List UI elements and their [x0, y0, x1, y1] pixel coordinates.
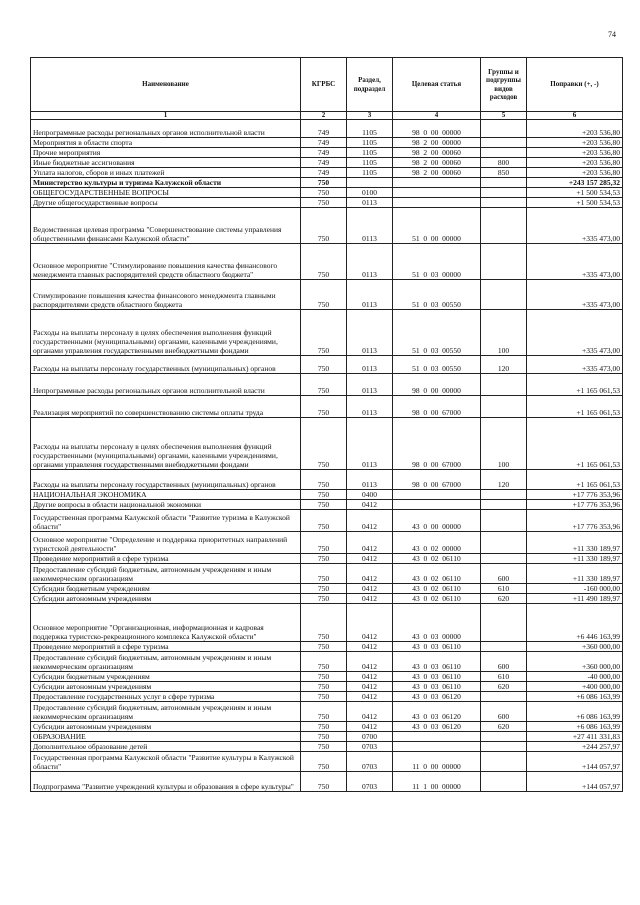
- column-number-row: [31, 112, 623, 120]
- row-expense-type-cell: 600: [481, 564, 527, 584]
- row-kgrbs-cell: 750: [301, 742, 347, 752]
- row-kgrbs-cell: 750: [301, 564, 347, 584]
- row-name-cell: Основное мероприятие "Стимулирование повышения качества финансового менеджмента главных распорядителей средств областного бюджета": [31, 244, 301, 280]
- row-target-article-cell: 43 0 03 06110: [393, 652, 481, 672]
- row-kgrbs-cell: 750: [301, 532, 347, 554]
- row-expense-type-cell: 100: [481, 310, 527, 356]
- row-amount-cell: +360 000,00: [527, 652, 623, 672]
- row-name-cell: НАЦИОНАЛЬНАЯ ЭКОНОМИКА: [31, 490, 301, 500]
- row-name-cell: Субсидии автономным учреждениям: [31, 722, 301, 732]
- row-kgrbs-cell: 750: [301, 188, 347, 198]
- row-amount-cell: +203 536,80: [527, 158, 623, 168]
- table-row: [31, 280, 623, 310]
- row-name-cell: Подпрограмма "Развитие учреждений культуры и образования в сфере культуры": [31, 772, 301, 792]
- table-row: [31, 500, 623, 510]
- row-razdel-cell: 0412: [347, 564, 393, 584]
- table-row: [31, 564, 623, 584]
- row-target-article-cell: 98 0 00 67000: [393, 418, 481, 470]
- header-kgrbs: КГРБС: [301, 58, 347, 112]
- row-expense-type-cell: [481, 148, 527, 158]
- row-target-article-cell: 43 0 02 06110: [393, 564, 481, 584]
- table-row: [31, 702, 623, 722]
- row-target-article-cell: 98 0 00 00000: [393, 374, 481, 396]
- row-target-article-cell: 98 0 00 00000: [393, 120, 481, 138]
- row-amount-cell: -40 000,00: [527, 672, 623, 682]
- row-razdel-cell: 0113: [347, 208, 393, 244]
- row-name-cell: Проведение мероприятий в сфере туризма: [31, 554, 301, 564]
- row-amount-cell: +335 473,00: [527, 310, 623, 356]
- row-name-cell: Непрограммные расходы региональных органов исполнительной власти: [31, 120, 301, 138]
- row-razdel-cell: 0113: [347, 310, 393, 356]
- row-razdel-cell: 0400: [347, 490, 393, 500]
- row-kgrbs-cell: 749: [301, 148, 347, 158]
- row-target-article-cell: 51 0 03 00550: [393, 310, 481, 356]
- row-amount-cell: +335 473,00: [527, 208, 623, 244]
- table-row: [31, 510, 623, 532]
- row-name-cell: Субсидии бюджетным учреждениям: [31, 584, 301, 594]
- table-row: [31, 722, 623, 732]
- row-razdel-cell: 1105: [347, 138, 393, 148]
- row-razdel-cell: 1105: [347, 168, 393, 178]
- row-expense-type-cell: [481, 178, 527, 188]
- row-name-cell: Субсидии автономным учреждениям: [31, 594, 301, 604]
- row-kgrbs-cell: 750: [301, 510, 347, 532]
- row-target-article-cell: 51 0 00 00000: [393, 208, 481, 244]
- header-target-article: Целевая статья: [393, 58, 481, 112]
- row-name-cell: Расходы на выплаты персоналу государственных (муниципальных) органов: [31, 470, 301, 490]
- row-expense-type-cell: 620: [481, 682, 527, 692]
- table-row: [31, 178, 623, 188]
- row-kgrbs-cell: 750: [301, 374, 347, 396]
- table-row: [31, 418, 623, 470]
- row-name-cell: Расходы на выплаты персоналу в целях обеспечения выполнения функций государственными (муниципальными) органами, казенными учреждениями, органами управления государственными внебюджетными фондами: [31, 310, 301, 356]
- row-expense-type-cell: 610: [481, 672, 527, 682]
- row-expense-type-cell: [481, 732, 527, 742]
- row-target-article-cell: 43 0 02 06110: [393, 594, 481, 604]
- row-amount-cell: +17 776 353,96: [527, 510, 623, 532]
- row-target-article-cell: 51 0 03 00550: [393, 280, 481, 310]
- table-row: [31, 532, 623, 554]
- row-expense-type-cell: 100: [481, 418, 527, 470]
- row-amount-cell: +27 411 331,83: [527, 732, 623, 742]
- row-razdel-cell: 0412: [347, 554, 393, 564]
- row-amount-cell: +1 500 534,53: [527, 188, 623, 198]
- row-amount-cell: +6 086 163,99: [527, 722, 623, 732]
- row-amount-cell: +360 000,00: [527, 642, 623, 652]
- row-amount-cell: +1 165 061,53: [527, 374, 623, 396]
- table-row: [31, 692, 623, 702]
- row-target-article-cell: 98 0 00 67000: [393, 396, 481, 418]
- row-razdel-cell: 0113: [347, 280, 393, 310]
- row-amount-cell: +6 446 163,99: [527, 604, 623, 642]
- row-kgrbs-cell: 750: [301, 642, 347, 652]
- row-kgrbs-cell: 750: [301, 244, 347, 280]
- row-amount-cell: +11 330 189,97: [527, 564, 623, 584]
- table-row: [31, 310, 623, 356]
- row-amount-cell: +11 330 189,97: [527, 554, 623, 564]
- row-razdel-cell: 0113: [347, 418, 393, 470]
- row-target-article-cell: 11 0 00 00000: [393, 752, 481, 772]
- row-razdel-cell: [347, 178, 393, 188]
- row-target-article-cell: [393, 198, 481, 208]
- table-row: [31, 742, 623, 752]
- row-amount-cell: +400 000,00: [527, 682, 623, 692]
- row-kgrbs-cell: 750: [301, 702, 347, 722]
- row-razdel-cell: 1105: [347, 120, 393, 138]
- row-razdel-cell: 0703: [347, 752, 393, 772]
- row-name-cell: Уплата налогов, сборов и иных платежей: [31, 168, 301, 178]
- row-razdel-cell: 0412: [347, 584, 393, 594]
- column-number: 3: [347, 112, 393, 120]
- row-expense-type-cell: [481, 374, 527, 396]
- row-name-cell: Предоставление субсидий бюджетным, автономным учреждениям и иным некоммерческим организациям: [31, 702, 301, 722]
- table-row: [31, 356, 623, 374]
- row-kgrbs-cell: 749: [301, 120, 347, 138]
- row-expense-type-cell: [481, 692, 527, 702]
- table-row: [31, 138, 623, 148]
- row-amount-cell: +203 536,80: [527, 138, 623, 148]
- row-target-article-cell: 98 0 00 67000: [393, 470, 481, 490]
- row-razdel-cell: 0703: [347, 772, 393, 792]
- row-expense-type-cell: [481, 490, 527, 500]
- row-razdel-cell: 0412: [347, 722, 393, 732]
- row-kgrbs-cell: 750: [301, 280, 347, 310]
- row-name-cell: Непрограммные расходы региональных органов исполнительной власти: [31, 374, 301, 396]
- page-number: 74: [608, 30, 616, 39]
- row-target-article-cell: 43 0 03 06120: [393, 692, 481, 702]
- row-name-cell: Субсидии бюджетным учреждениям: [31, 672, 301, 682]
- row-target-article-cell: 43 0 02 00000: [393, 532, 481, 554]
- row-name-cell: Субсидии автономным учреждениям: [31, 682, 301, 692]
- row-name-cell: Прочие мероприятия: [31, 148, 301, 158]
- row-amount-cell: +335 473,00: [527, 244, 623, 280]
- row-name-cell: Основное мероприятие "Организационная, информационная и кадровая поддержка туристско-рекреационного комплекса Калужской области": [31, 604, 301, 642]
- row-expense-type-cell: [481, 138, 527, 148]
- column-number: 1: [31, 112, 301, 120]
- row-kgrbs-cell: 750: [301, 772, 347, 792]
- row-target-article-cell: 98 2 00 00000: [393, 138, 481, 148]
- row-expense-type-cell: 600: [481, 652, 527, 672]
- row-razdel-cell: 0412: [347, 682, 393, 692]
- row-kgrbs-cell: 750: [301, 198, 347, 208]
- row-expense-type-cell: [481, 120, 527, 138]
- row-expense-type-cell: 610: [481, 584, 527, 594]
- row-amount-cell: +203 536,80: [527, 168, 623, 178]
- row-target-article-cell: [393, 178, 481, 188]
- row-target-article-cell: 43 0 00 00000: [393, 510, 481, 532]
- row-amount-cell: +1 500 534,53: [527, 198, 623, 208]
- row-amount-cell: +203 536,80: [527, 148, 623, 158]
- table-row: [31, 198, 623, 208]
- row-kgrbs-cell: 750: [301, 732, 347, 742]
- budget-amendments-table: [30, 57, 623, 792]
- row-expense-type-cell: [481, 510, 527, 532]
- row-target-article-cell: 43 0 03 06120: [393, 702, 481, 722]
- row-target-article-cell: [393, 500, 481, 510]
- row-name-cell: Дополнительное образование детей: [31, 742, 301, 752]
- row-kgrbs-cell: 750: [301, 682, 347, 692]
- row-name-cell: Другие общегосударственные вопросы: [31, 198, 301, 208]
- row-kgrbs-cell: 750: [301, 396, 347, 418]
- row-target-article-cell: [393, 188, 481, 198]
- row-target-article-cell: 11 1 00 00000: [393, 772, 481, 792]
- row-razdel-cell: 0412: [347, 672, 393, 682]
- row-expense-type-cell: [481, 642, 527, 652]
- row-name-cell: ОБРАЗОВАНИЕ: [31, 732, 301, 742]
- row-kgrbs-cell: 750: [301, 470, 347, 490]
- row-target-article-cell: [393, 742, 481, 752]
- row-razdel-cell: 0412: [347, 702, 393, 722]
- row-target-article-cell: 43 0 03 06110: [393, 642, 481, 652]
- row-name-cell: Стимулирование повышения качества финансового менеджмента главными распорядителями средств областного бюджета: [31, 280, 301, 310]
- row-kgrbs-cell: 750: [301, 692, 347, 702]
- row-kgrbs-cell: 750: [301, 418, 347, 470]
- row-razdel-cell: 0412: [347, 604, 393, 642]
- row-razdel-cell: 0412: [347, 500, 393, 510]
- row-razdel-cell: 1105: [347, 158, 393, 168]
- row-expense-type-cell: [481, 500, 527, 510]
- table-row: [31, 470, 623, 490]
- row-name-cell: Предоставление государственных услуг в сфере туризма: [31, 692, 301, 702]
- column-number: 2: [301, 112, 347, 120]
- row-expense-type-cell: [481, 532, 527, 554]
- table-row: [31, 158, 623, 168]
- row-kgrbs-cell: 749: [301, 158, 347, 168]
- row-expense-type-cell: [481, 198, 527, 208]
- row-kgrbs-cell: 750: [301, 594, 347, 604]
- column-number: 6: [527, 112, 623, 120]
- row-name-cell: Министерство культуры и туризма Калужской области: [31, 178, 301, 188]
- table-row: [31, 604, 623, 642]
- row-target-article-cell: 98 2 00 00060: [393, 158, 481, 168]
- column-number: 4: [393, 112, 481, 120]
- row-kgrbs-cell: 749: [301, 168, 347, 178]
- row-target-article-cell: 43 0 03 06120: [393, 722, 481, 732]
- row-kgrbs-cell: 750: [301, 310, 347, 356]
- row-kgrbs-cell: 750: [301, 604, 347, 642]
- row-expense-type-cell: [481, 396, 527, 418]
- table-row: [31, 244, 623, 280]
- row-razdel-cell: 0412: [347, 594, 393, 604]
- row-target-article-cell: [393, 732, 481, 742]
- row-amount-cell: +144 057,97: [527, 772, 623, 792]
- row-amount-cell: +1 165 061,53: [527, 470, 623, 490]
- row-name-cell: Другие вопросы в области национальной экономики: [31, 500, 301, 510]
- table-row: [31, 188, 623, 198]
- row-expense-type-cell: 800: [481, 158, 527, 168]
- row-amount-cell: +17 776 353,96: [527, 490, 623, 500]
- row-amount-cell: +11 330 189,97: [527, 532, 623, 554]
- row-name-cell: Предоставление субсидий бюджетным, автономным учреждениям и иным некоммерческим организациям: [31, 652, 301, 672]
- table-row: [31, 672, 623, 682]
- table-row: [31, 594, 623, 604]
- row-expense-type-cell: [481, 742, 527, 752]
- row-expense-type-cell: [481, 604, 527, 642]
- table-row: [31, 752, 623, 772]
- row-amount-cell: +6 086 163,99: [527, 702, 623, 722]
- table-row: [31, 772, 623, 792]
- header-razdel: Раздел, подраздел: [347, 58, 393, 112]
- table-row: [31, 148, 623, 158]
- row-name-cell: Иные бюджетные ассигнования: [31, 158, 301, 168]
- header-expense-type: Группы и подгруппы видов расходов: [481, 58, 527, 112]
- row-kgrbs-cell: 750: [301, 356, 347, 374]
- row-target-article-cell: [393, 490, 481, 500]
- row-kgrbs-cell: 749: [301, 138, 347, 148]
- row-razdel-cell: 0113: [347, 356, 393, 374]
- row-name-cell: Государственная программа Калужской области "Развитие туризма в Калужской области": [31, 510, 301, 532]
- row-target-article-cell: 43 0 02 06110: [393, 554, 481, 564]
- row-expense-type-cell: [481, 244, 527, 280]
- row-target-article-cell: 43 0 03 06110: [393, 672, 481, 682]
- row-expense-type-cell: 850: [481, 168, 527, 178]
- row-expense-type-cell: 120: [481, 356, 527, 374]
- row-name-cell: Расходы на выплаты персоналу в целях обеспечения выполнения функций государственными (муниципальными) органами, казенными учреждениями, органами управления государственными внебюджетными фондами: [31, 418, 301, 470]
- row-kgrbs-cell: 750: [301, 722, 347, 732]
- column-number: 5: [481, 112, 527, 120]
- row-expense-type-cell: [481, 554, 527, 564]
- row-amount-cell: +144 057,97: [527, 752, 623, 772]
- table-row: [31, 584, 623, 594]
- row-kgrbs-cell: 750: [301, 500, 347, 510]
- row-kgrbs-cell: 750: [301, 208, 347, 244]
- row-amount-cell: +243 157 285,32: [527, 178, 623, 188]
- row-razdel-cell: 0700: [347, 732, 393, 742]
- row-name-cell: Предоставление субсидий бюджетным, автономным учреждениям и иным некоммерческим организациям: [31, 564, 301, 584]
- row-target-article-cell: 43 0 03 06110: [393, 682, 481, 692]
- row-razdel-cell: 0412: [347, 652, 393, 672]
- row-razdel-cell: 0113: [347, 374, 393, 396]
- table-row: [31, 554, 623, 564]
- row-razdel-cell: 0113: [347, 244, 393, 280]
- table-row: [31, 120, 623, 138]
- row-razdel-cell: 0412: [347, 510, 393, 532]
- row-razdel-cell: 0100: [347, 188, 393, 198]
- row-target-article-cell: 43 0 03 00000: [393, 604, 481, 642]
- row-name-cell: Расходы на выплаты персоналу государственных (муниципальных) органов: [31, 356, 301, 374]
- row-razdel-cell: 0412: [347, 532, 393, 554]
- row-kgrbs-cell: 750: [301, 490, 347, 500]
- row-kgrbs-cell: 750: [301, 178, 347, 188]
- row-target-article-cell: 51 0 03 00000: [393, 244, 481, 280]
- row-name-cell: Основное мероприятие "Определение и поддержка приоритетных направлений туристской деятельности": [31, 532, 301, 554]
- row-name-cell: Мероприятия в области спорта: [31, 138, 301, 148]
- row-amount-cell: +1 165 061,53: [527, 418, 623, 470]
- row-target-article-cell: 43 0 02 06110: [393, 584, 481, 594]
- row-razdel-cell: 0412: [347, 642, 393, 652]
- table-row: [31, 490, 623, 500]
- row-expense-type-cell: [481, 188, 527, 198]
- row-target-article-cell: 98 2 00 00060: [393, 148, 481, 158]
- table-row: [31, 396, 623, 418]
- row-kgrbs-cell: 750: [301, 652, 347, 672]
- row-amount-cell: +11 490 189,97: [527, 594, 623, 604]
- row-expense-type-cell: [481, 280, 527, 310]
- row-amount-cell: +17 776 353,96: [527, 500, 623, 510]
- table-row: [31, 652, 623, 672]
- table-row: [31, 208, 623, 244]
- row-razdel-cell: 0113: [347, 470, 393, 490]
- header-amendments: Поправки (+, -): [527, 58, 623, 112]
- row-amount-cell: +6 086 163,99: [527, 692, 623, 702]
- row-name-cell: Ведомственная целевая программа "Совершенствование системы управления общественными финансами Калужской области": [31, 208, 301, 244]
- row-amount-cell: +203 536,80: [527, 120, 623, 138]
- row-target-article-cell: 98 2 00 00060: [393, 168, 481, 178]
- row-kgrbs-cell: 750: [301, 672, 347, 682]
- row-expense-type-cell: [481, 772, 527, 792]
- row-kgrbs-cell: 750: [301, 554, 347, 564]
- row-expense-type-cell: [481, 752, 527, 772]
- table-row: [31, 168, 623, 178]
- row-razdel-cell: 0113: [347, 396, 393, 418]
- row-target-article-cell: 51 0 03 00550: [393, 356, 481, 374]
- table-row: [31, 732, 623, 742]
- row-name-cell: ОБЩЕГОСУДАРСТВЕННЫЕ ВОПРОСЫ: [31, 188, 301, 198]
- row-expense-type-cell: 600: [481, 702, 527, 722]
- row-expense-type-cell: 620: [481, 594, 527, 604]
- table-body: [31, 120, 623, 792]
- row-name-cell: Реализация мероприятий по совершенствованию системы оплаты труда: [31, 396, 301, 418]
- row-expense-type-cell: 620: [481, 722, 527, 732]
- header-name: Наименование: [31, 58, 301, 112]
- row-amount-cell: +335 473,00: [527, 280, 623, 310]
- row-name-cell: Государственная программа Калужской области "Развитие культуры в Калужской области": [31, 752, 301, 772]
- table-row: [31, 642, 623, 652]
- row-razdel-cell: 0703: [347, 742, 393, 752]
- table-row: [31, 682, 623, 692]
- row-razdel-cell: 1105: [347, 148, 393, 158]
- row-kgrbs-cell: 750: [301, 752, 347, 772]
- row-razdel-cell: 0113: [347, 198, 393, 208]
- row-expense-type-cell: 120: [481, 470, 527, 490]
- table-row: [31, 374, 623, 396]
- row-amount-cell: +1 165 061,53: [527, 396, 623, 418]
- table-header-row: [31, 58, 623, 112]
- row-expense-type-cell: [481, 208, 527, 244]
- row-razdel-cell: 0412: [347, 692, 393, 702]
- row-name-cell: Проведение мероприятий в сфере туризма: [31, 642, 301, 652]
- row-amount-cell: -160 000,00: [527, 584, 623, 594]
- row-kgrbs-cell: 750: [301, 584, 347, 594]
- row-amount-cell: +244 257,97: [527, 742, 623, 752]
- row-amount-cell: +335 473,00: [527, 356, 623, 374]
